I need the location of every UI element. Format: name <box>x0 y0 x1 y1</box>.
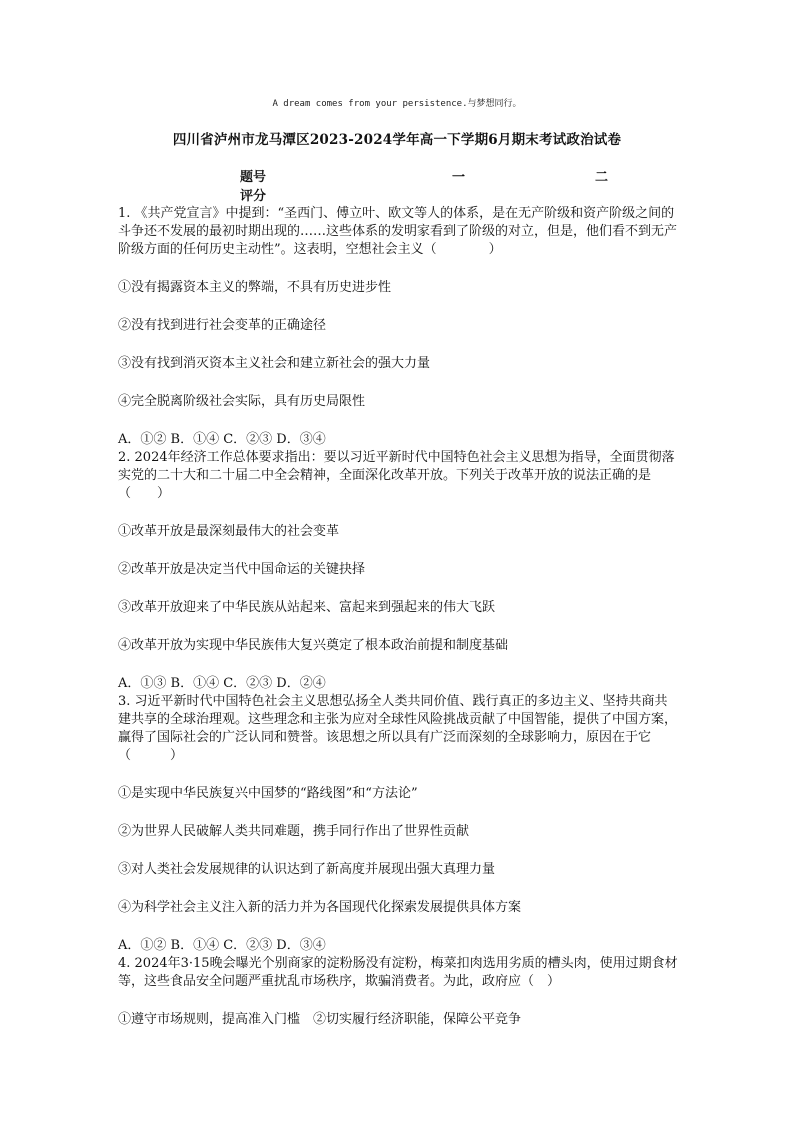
question-list <box>118 205 678 1029</box>
question-4 <box>118 955 678 1029</box>
question-stem: 1. 《共产党宣言》中提到：“圣西门、傅立叶、欧文等人的体系，是在无产阶级和资产阶级之间的斗争还不发展的最初时期出现的……这些体系的发明家看到了阶级的对立，但是，他们看不到无产阶级方面的任何历史主动性”。这表明，空想社会主义（ ） <box>118 206 678 257</box>
question-option: ④完全脱离阶级社会实际，具有历史局限性 <box>118 394 366 409</box>
question-option: ④改革开放为实现中华民族伟大复兴奠定了根本政治前提和制度基础 <box>118 638 509 653</box>
question-option: ①没有揭露资本主义的弊端，不具有历史进步性 <box>118 280 392 295</box>
question-option: ③改革开放迎来了中华民族从站起来、富起来到强起来的伟大飞跃 <box>118 600 496 615</box>
question-stem: 4. 2024年3·15晚会曝光个别商家的淀粉肠没有淀粉，梅菜扣肉选用劣质的槽头肉，使用过期食材等，这些食品安全问题严重扰乱市场秩序，欺骗消费者。为此，政府应（ ） <box>118 956 678 989</box>
exam-title: 四川省泸州市龙马潭区2023-2024学年高一下学期6月期末考试政治试卷 <box>172 132 622 148</box>
question-stem: 2. 2024年经济工作总体要求指出：要以习近平新时代中国特色社会主义思想为指导，全面贯彻落实党的二十大和二十届二中全会精神，全面深化改革开放。下列关于改革开放的说法正确的是（ ） <box>118 450 675 501</box>
question-stem: 3. 习近平新时代中国特色社会主义思想弘扬全人类共同价值、践行真正的多边主义、坚持共商共建共享的全球治理观。这些理念和主张为应对全球性风险挑战贡献了中国智能，提供了中国方案，赢得了国际社会的广泛认同和赞誉。该思想之所以具有广泛而深刻的全球影响力，原因在于它（ ） <box>118 694 678 763</box>
question-3 <box>118 693 678 955</box>
question-option: ①遵守市场规则，提高准入门槛 ②切实履行经济职能，保障公平竞争 <box>118 1012 522 1027</box>
page-motto: A dream comes from your persistence.与梦想同行。 <box>272 99 522 109</box>
question-option: ②改革开放是决定当代中国命运的关键抉择 <box>118 562 366 577</box>
question-option: ③没有找到消灭资本主义社会和建立新社会的强大力量 <box>118 356 431 371</box>
score-header-section-2: 二 <box>595 170 609 185</box>
answer-choices: A．①② B．①④ C．②③ D．③④ <box>118 432 326 447</box>
question-option: ④为科学社会主义注入新的活力并为各国现代化探索发展提供具体方案 <box>118 900 522 915</box>
question-option: ①是实现中华民族复兴中国梦的“路线图”和“方法论” <box>118 786 418 801</box>
score-header-label: 题号 <box>240 170 267 185</box>
answer-choices: A．①③ B．①④ C．②③ D．②④ <box>118 676 326 691</box>
question-2 <box>118 449 678 693</box>
score-points-label: 评分 <box>240 189 267 204</box>
question-option: ①改革开放是最深刻最伟大的社会变革 <box>118 524 340 539</box>
answer-choices: A．①② B．①④ C．②③ D．③④ <box>118 938 326 953</box>
score-header-section-1: 一 <box>452 170 466 185</box>
question-option: ②没有找到进行社会变革的正确途径 <box>118 318 327 333</box>
question-option: ③对人类社会发展规律的认识达到了新高度并展现出强大真理力量 <box>118 862 496 877</box>
question-1 <box>118 205 678 449</box>
question-option: ②为世界人民破解人类共同难题，携手同行作出了世界性贡献 <box>118 824 470 839</box>
